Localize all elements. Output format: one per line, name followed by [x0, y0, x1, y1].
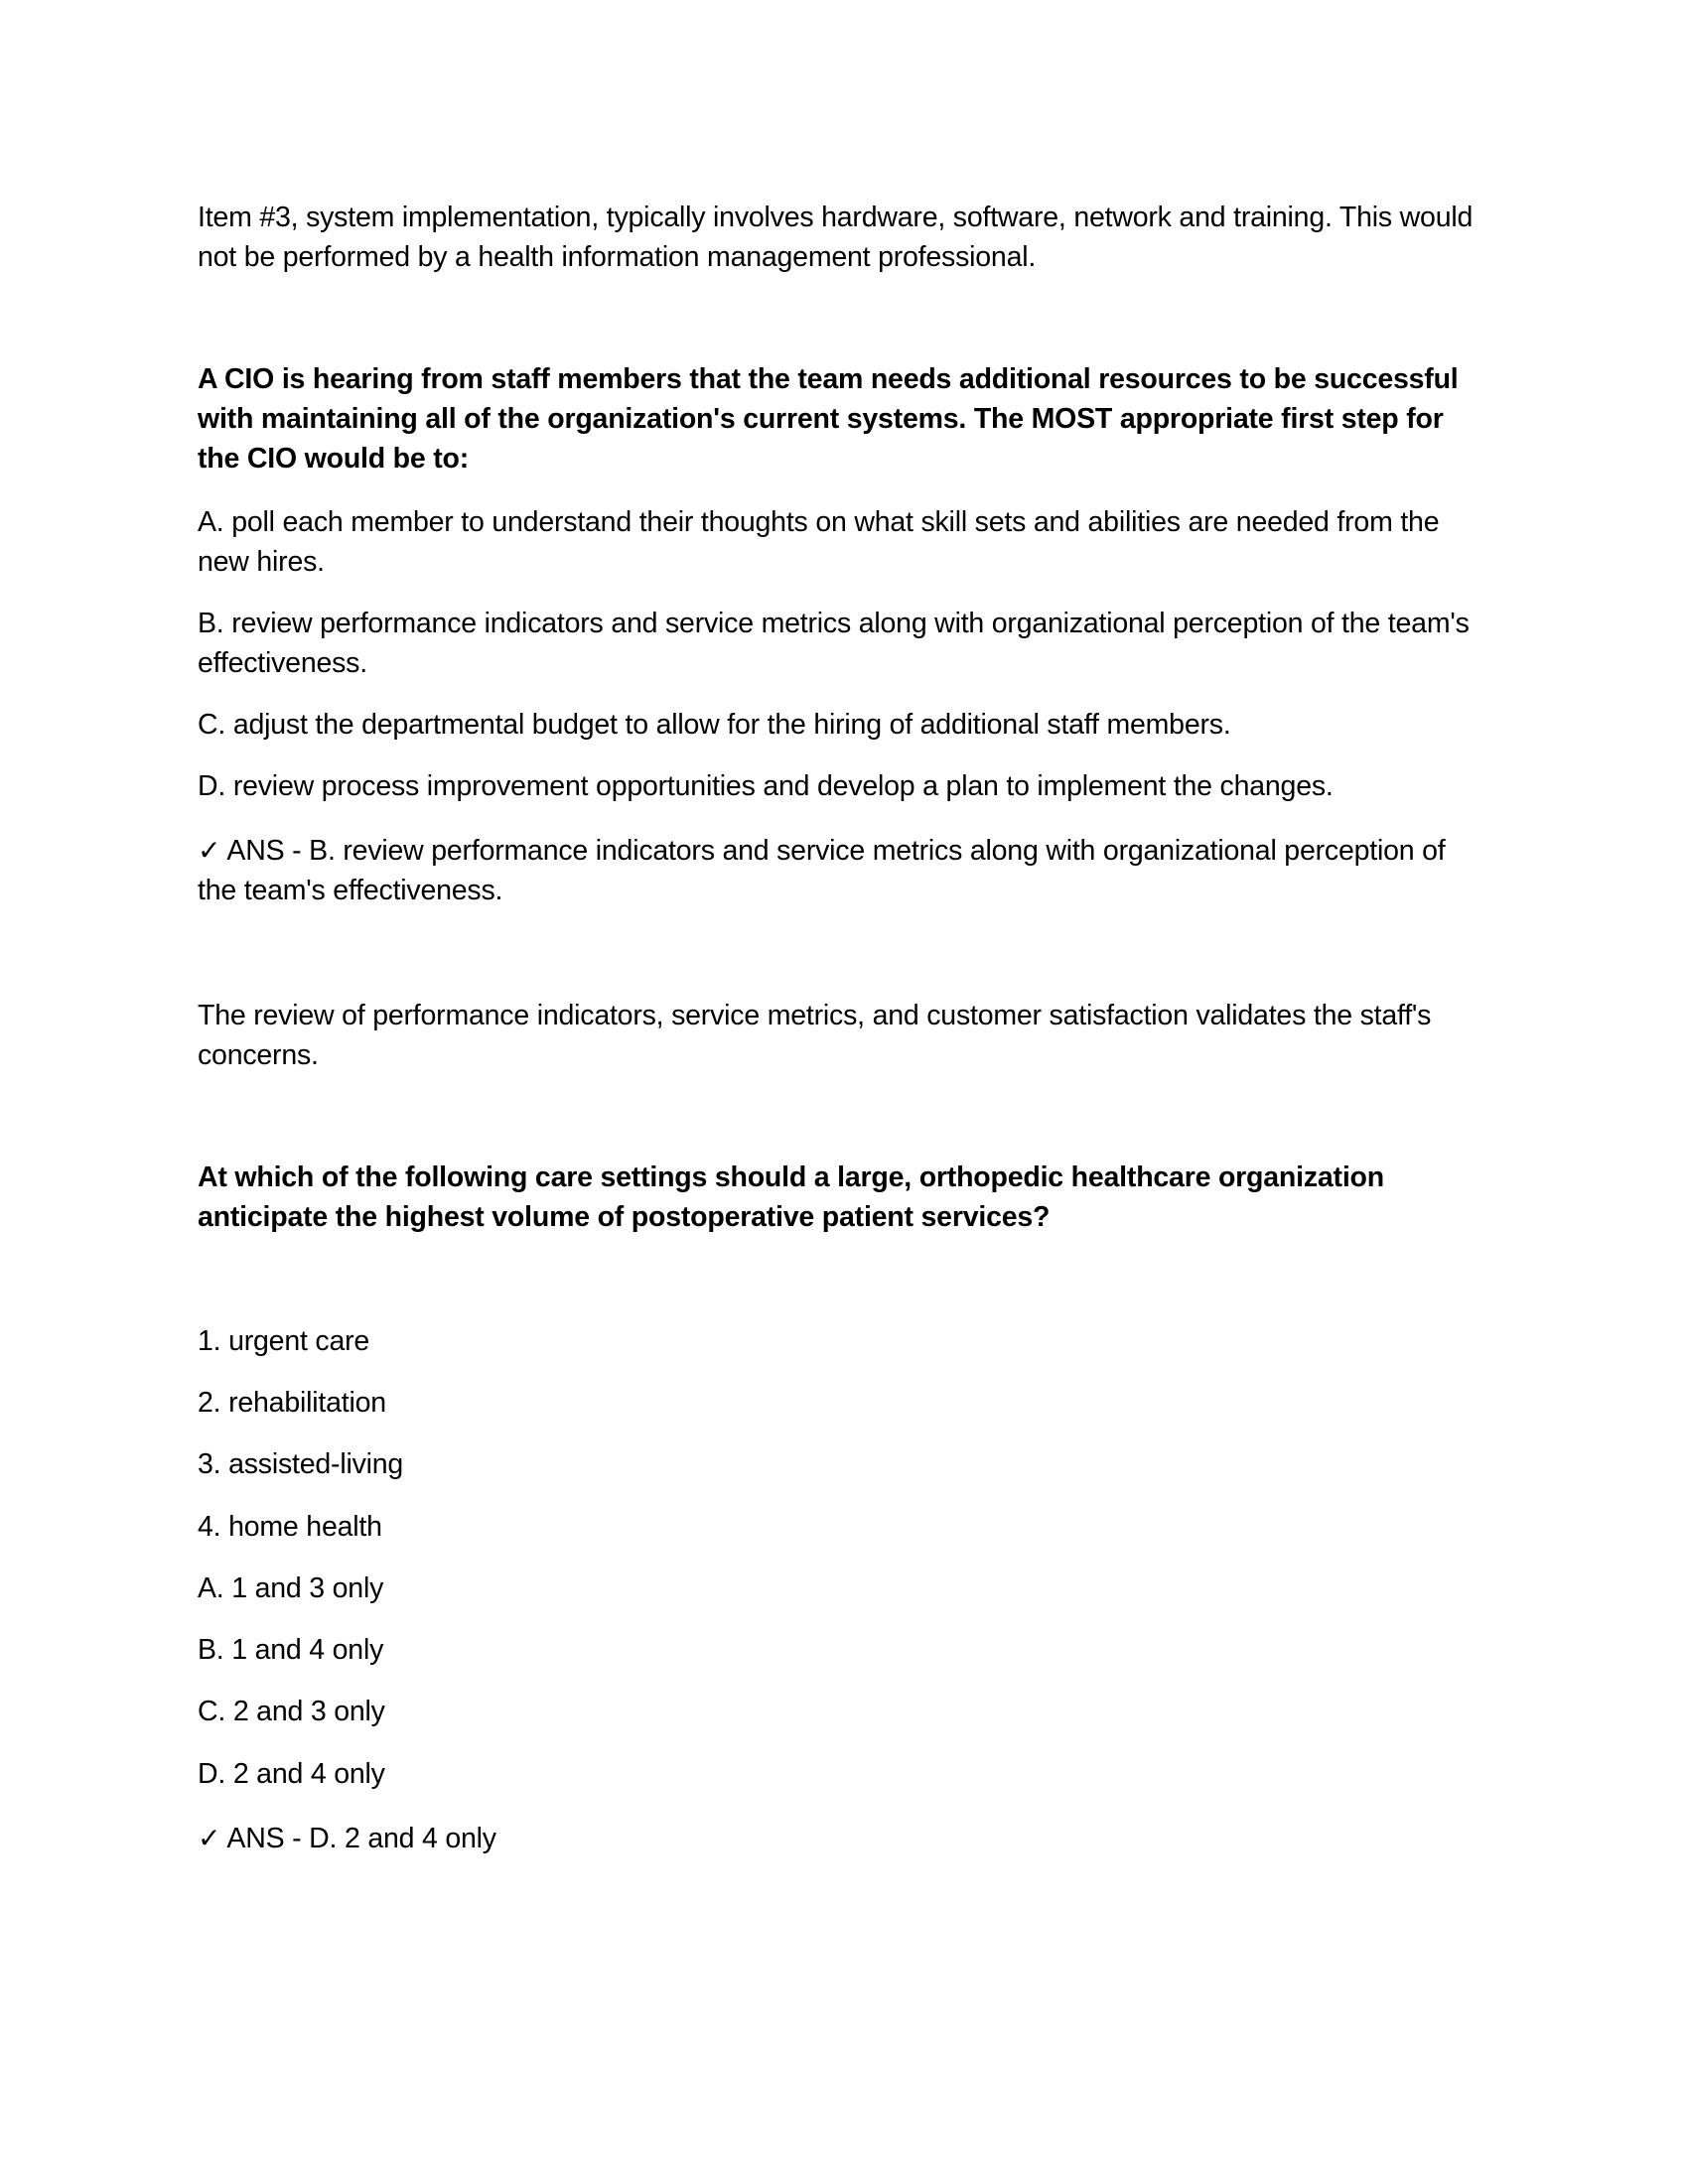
explanation-item3: Item #3, system implementation, typically involves hardware, software, network and training. This would not be performed by a health information management professional.	[198, 202, 1474, 273]
question1-answer-text: ANS - B. review performance indicators and service metrics along with organizational perception of the team's effectiveness.	[198, 835, 1446, 906]
question1-option-a: A. poll each member to understand their thoughts on what skill sets and abilities are needed from the new hires.	[198, 506, 1440, 578]
question2-answer-text: ANS - D. 2 and 4 only	[220, 1823, 496, 1854]
question1-option-d: D. review process improvement opportunities and develop a plan to implement the changes.	[198, 770, 1334, 802]
question1-explanation: The review of performance indicators, service metrics, and customer satisfaction validates the staff's concerns.	[198, 1000, 1432, 1071]
question1-text: A CIO is hearing from staff members that the team needs additional resources to be successful with maintaining all of the organization's current systems. The MOST appropriate first step for the CIO would be to:	[198, 363, 1459, 475]
question2-option-a: A. 1 and 3 only	[198, 1572, 384, 1604]
question2-item-1: 1. urgent care	[198, 1325, 370, 1357]
check-icon: ✓	[198, 834, 221, 867]
question2-option-d: D. 2 and 4 only	[198, 1758, 385, 1790]
question1-option-b: B. review performance indicators and service metrics along with organizational perception of the team's effectiveness.	[198, 608, 1470, 679]
question2-item-4: 4. home health	[198, 1511, 382, 1543]
question2-answer	[198, 1819, 1488, 1858]
question2-text: At which of the following care settings should a large, orthopedic healthcare organization anticipate the highest volume of postoperative patient services?	[198, 1161, 1384, 1233]
question2-item-2: 2. rehabilitation	[198, 1387, 386, 1419]
question1-answer	[198, 831, 1488, 910]
question2-option-b: B. 1 and 4 only	[198, 1634, 384, 1666]
question2-option-c: C. 2 and 3 only	[198, 1696, 385, 1727]
check-icon: ✓	[198, 1822, 221, 1854]
question2-item-3: 3. assisted-living	[198, 1448, 404, 1480]
question1-option-c: C. adjust the departmental budget to allow for the hiring of additional staff members.	[198, 709, 1231, 741]
